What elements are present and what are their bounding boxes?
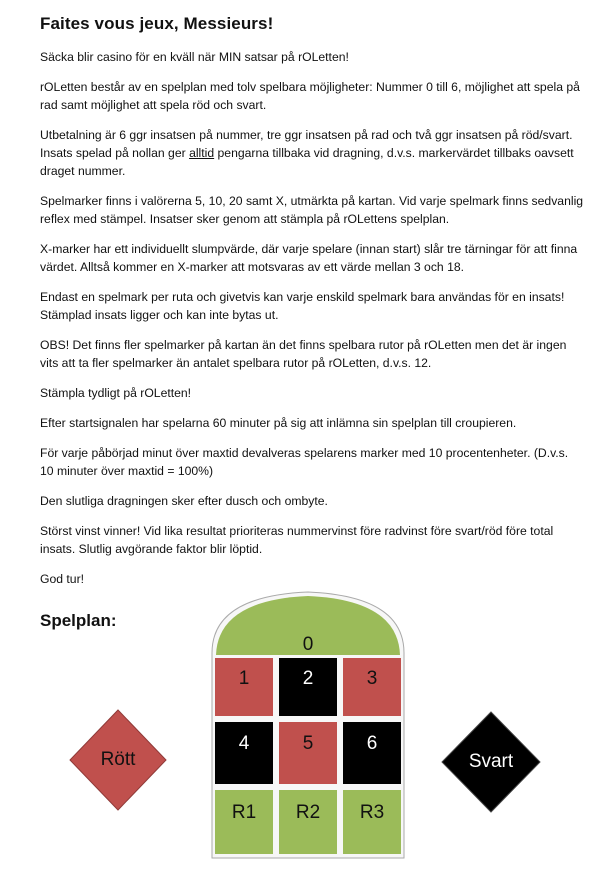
zero-rule-underlined: alltid bbox=[189, 146, 215, 160]
paragraph-devaluation: För varje påbörjad minut över maxtid devalveras spelarens marker med 10 procentenheter. (D.v.s. 10 minuter över maxtid = 100%) bbox=[40, 446, 569, 478]
board-heading: Spelplan: bbox=[40, 611, 117, 630]
number-label-3: 3 bbox=[366, 668, 378, 689]
number-label-1: 1 bbox=[238, 668, 250, 689]
number-label-5: 5 bbox=[302, 733, 314, 754]
paragraph-drawing: Den slutliga dragningen sker efter dusch och ombyte. bbox=[40, 494, 328, 508]
paragraph-time-limit: Efter startsignalen har spelarna 60 minuter på sig att inlämna sin spelplan till croupieren. bbox=[40, 416, 517, 430]
number-label-2: 2 bbox=[302, 668, 314, 689]
zero-rule-after: pengarna tillbaka vid dragning, d.v.s. markervärdet tillbaks oavsett draget nummer. bbox=[40, 146, 574, 178]
paragraph-x-chips: X-marker har ett individuellt slumpvärde, där varje spelare (innan start) slår tre tärningar för att finna värdet. Alltså kommer en X-marker att motsvaras av ett värde mellan 3 och 18. bbox=[40, 242, 578, 274]
paragraph-obs: OBS! Det finns fler spelmarker på kartan än det finns spelbara rutor på rOLetten men det är ingen vits att ta fler spelmarker än antalet spelbara rutor på rOLetten, d.v.s. 12. bbox=[40, 338, 567, 370]
paragraph-chips: Spelmarker finns i valörerna 5, 10, 20 samt X, utmärkta på kartan. Vid varje spelmark finns sedvanlig reflex med stämpel. Insatser sker genom att stämpla på rOLettens spelplan. bbox=[40, 194, 584, 226]
number-label-6: 6 bbox=[366, 733, 378, 754]
payout-text: Utbetalning är 6 ggr insatsen på nummer, tre ggr insatsen på rad och två ggr insatsen på röd/svart. bbox=[40, 128, 573, 142]
page-title: Faites vous jeux, Messieurs! bbox=[40, 14, 274, 33]
paragraph-board-description: rOLetten består av en spelplan med tolv spelbara möjligheter: Nummer 0 till 6, möjlighet att spela på rad samt möjlighet att spela röd och svart. bbox=[40, 80, 580, 112]
row-label-r3: R3 bbox=[359, 802, 385, 823]
zero-label: 0 bbox=[302, 634, 314, 655]
document-body bbox=[40, 14, 585, 600]
paragraph-winner: Störst vinst vinner! Vid lika resultat prioriteras nummervinst före radvinst före svart/röd före total insats. Slutlig avgörande faktor blir löptid. bbox=[40, 524, 554, 556]
paragraph-good-luck: God tur! bbox=[40, 572, 85, 586]
black-label: Svart bbox=[468, 751, 514, 772]
paragraph-payout bbox=[40, 126, 585, 180]
paragraph-intro: Säcka blir casino för en kväll när MIN satsar på rOLetten! bbox=[40, 50, 349, 64]
number-label-4: 4 bbox=[238, 733, 250, 754]
row-label-r2: R2 bbox=[295, 802, 321, 823]
paragraph-stamp: Stämpla tydligt på rOLetten! bbox=[40, 386, 192, 400]
paragraph-one-chip-rule: Endast en spelmark per ruta och givetvis kan varje enskild spelmark bara användas för en insats! Stämplad insats ligger och kan inte bytas ut. bbox=[40, 290, 565, 322]
red-label: Rött bbox=[100, 749, 136, 770]
row-label-r1: R1 bbox=[231, 802, 257, 823]
zero-rule-before: Insats spelad på nollan ger bbox=[40, 146, 190, 160]
